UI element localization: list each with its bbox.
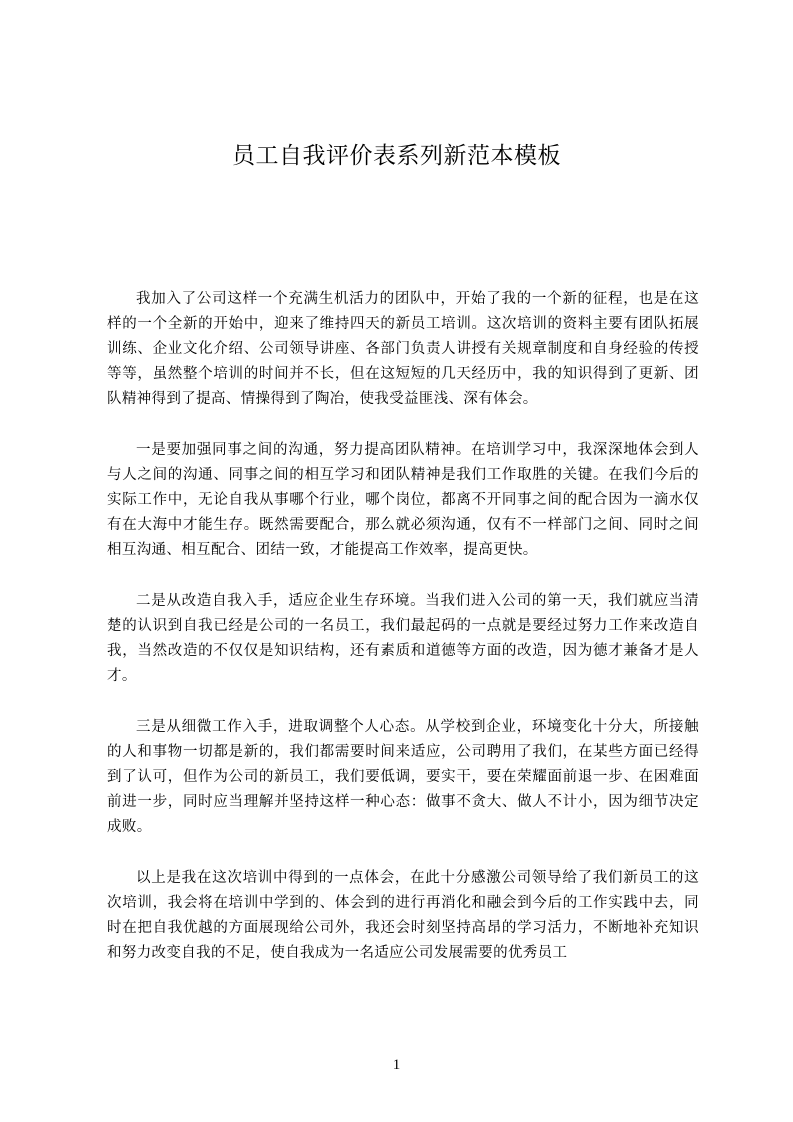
paragraph-self-improvement: 二是从改造自我入手，适应企业生存环境。当我们进入公司的第一天，我们就应当清楚的认识到自我已经是公司的一名员工，我们最起码的一点就是要经过努力工作来改造自我，当然改造的不仅仅是知识结构，还有素质和道德等方面的改造，因为德才兼备才是人才。 (107, 593, 699, 684)
page-number: 1 (392, 1057, 401, 1073)
paragraph-conclusion: 以上是我在这次培训中得到的一点体会，在此十分感激公司领导给了我们新员工的这次培训，我会将在培训中学到的、体会到的进行再消化和融会到今后的工作实践中去，同时在把自我优越的方面展现给公司外，我还会时刻坚持高昂的学习活力，不断地补充知识和努力改变自我的不足，使自我成为一名适应公司发展需要的优秀员工 (107, 870, 699, 961)
paragraph-communication: 一是要加强同事之间的沟通，努力提高团队精神。在培训学习中，我深深地体会到人与人之间的沟通、同事之间的相互学习和团队精神是我们工作取胜的关键。在我们今后的实际工作中，无论自我从事哪个行业，哪个岗位，都离不开同事之间的配合因为一滴水仅有在大海中才能生存。既然需要配合，那么就必须沟通，仅有不一样部门之间、同时之间相互沟通、相互配合、团结一致，才能提高工作效率，提高更快。 (107, 442, 699, 558)
paragraph-attitude: 三是从细微工作入手，进取调整个人心态。从学校到企业，环境变化十分大，所接触的人和事物一切都是新的，我们都需要时间来适应，公司聘用了我们，在某些方面已经得到了认可，但作为公司的新员工，我们要低调，要实干，要在荣耀面前退一步、在困难面前进一步，同时应当理解并坚持这样一种心态：做事不贪大、做人不计小，因为细节决定成败。 (107, 719, 699, 835)
document-body (107, 287, 699, 992)
page-title: 员工自我评价表系列新范本模板 (232, 143, 561, 169)
paragraph-intro: 我加入了公司这样一个充满生机活力的团队中，开始了我的一个新的征程，也是在这样的一个全新的开始中，迎来了维持四天的新员工培训。这次培训的资料主要有团队拓展训练、企业文化介绍、公司领导讲座、各部门负责人讲授有关规章制度和自身经验的传授等等，虽然整个培训的时间并不长，但在这短短的几天经历中，我的知识得到了更新、团队精神得到了提高、情操得到了陶冶，使我受益匪浅、深有体会。 (107, 291, 699, 407)
